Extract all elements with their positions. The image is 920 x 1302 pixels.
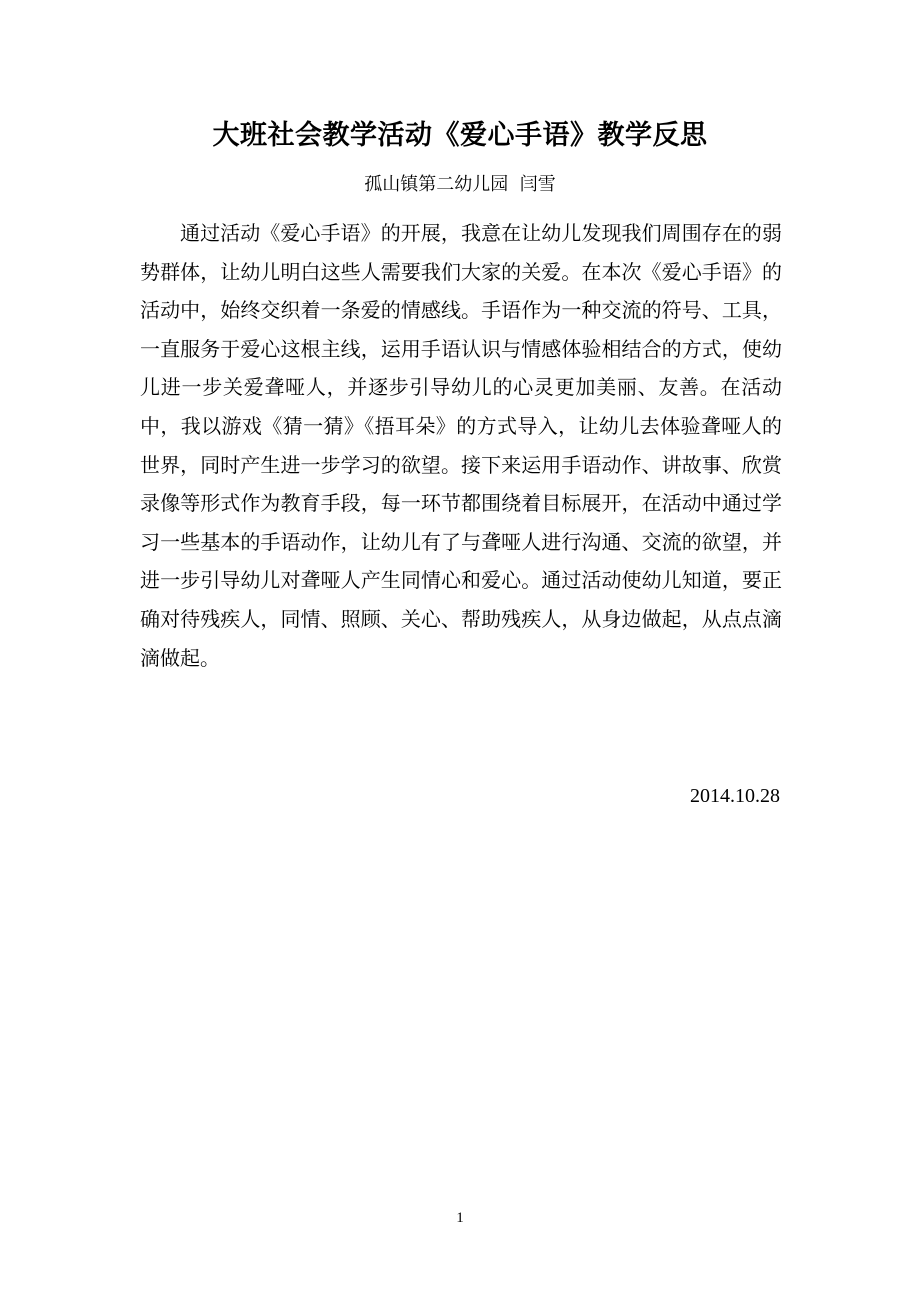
body-paragraph: 通过活动《爱心手语》的开展，我意在让幼儿发现我们周围存在的弱势群体，让幼儿明白这些人需要我们大家的关爱。在本次《爱心手语》的活动中，始终交织着一条爱的情感线。手语作为一种交流的符号、工具，一直服务于爱心这根主线，运用手语认识与情感体验相结合的方式，使幼儿进一步关爱聋哑人，并逐步引导幼儿的心灵更加美丽、友善。在活动中，我以游戏《猜一猜》《捂耳朵》的方式导入，让幼儿去体验聋哑人的世界，同时产生进一步学习的欲望。接下来运用手语动作、讲故事、欣赏录像等形式作为教育手段，每一环节都围绕着目标展开，在活动中通过学习一些基本的手语动作，让幼儿有了与聋哑人进行沟通、交流的欲望，并进一步引导幼儿对聋哑人产生同情心和爱心。通过活动使幼儿知道，要正确对待残疾人，同情、照顾、关心、帮助残疾人，从身边做起，从点点滴滴做起。 [140, 221, 782, 670]
document-title: 大班社会教学活动《爱心手语》教学反思 [212, 120, 708, 151]
author-line: 孤山镇第二幼儿园 闫雪 [364, 174, 556, 195]
page-number: 1 [456, 1210, 464, 1226]
document-date: 2014.10.28 [690, 785, 780, 807]
